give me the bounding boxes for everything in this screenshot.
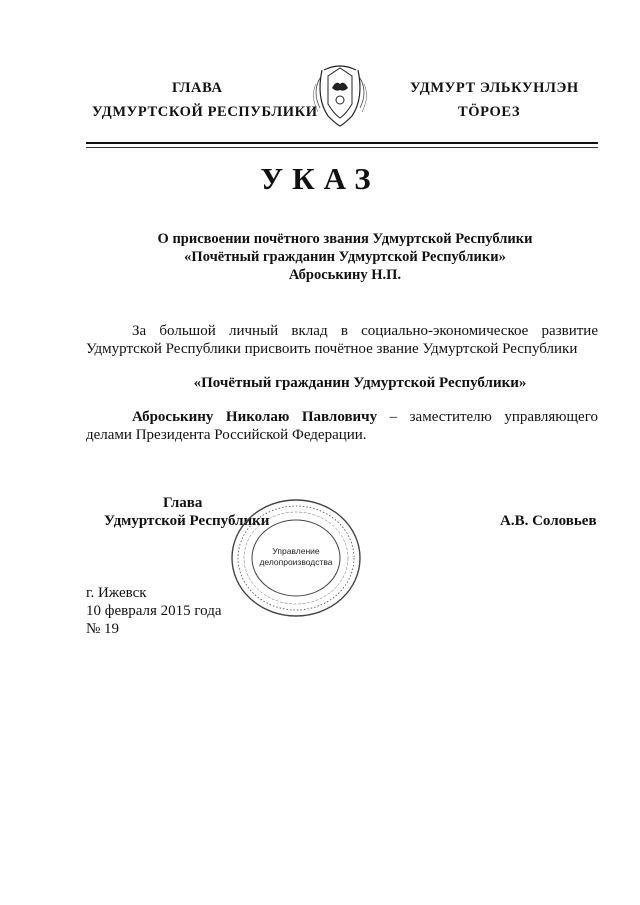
footer-city: г. Ижевск bbox=[86, 585, 147, 601]
header-right-line1: УДМУРТ ЭЛЬКУНЛЭН bbox=[410, 80, 579, 96]
header-rule-thin bbox=[86, 147, 598, 148]
header-left-line2: УДМУРТСКОЙ РЕСПУБЛИКИ bbox=[92, 104, 318, 120]
signature-title-line1: Глава bbox=[163, 495, 203, 511]
recipient-paragraph bbox=[86, 408, 598, 444]
signature-title-line2: Удмуртской Республики bbox=[104, 513, 270, 529]
subject-block bbox=[0, 230, 640, 284]
header-right-line2: ТӦРОЕЗ bbox=[458, 104, 521, 120]
footer-number: № 19 bbox=[86, 621, 120, 637]
recipient-name: Аброськину Николаю Павловичу bbox=[132, 409, 378, 425]
subject-line2: «Почётный гражданин Удмуртской Республики» bbox=[184, 249, 506, 265]
document-title: УКАЗ bbox=[260, 161, 380, 196]
subject-line1: О присвоении почётного звания Удмуртской Республики bbox=[157, 231, 533, 247]
stamp-center-line2: делопроизводства bbox=[259, 557, 333, 567]
stamp-center-line1: Управление bbox=[272, 546, 320, 556]
recipient-position: – заместителю управляющего делами Президента Российской Федерации. bbox=[86, 409, 598, 443]
signature-name: А.В. Соловьев bbox=[500, 513, 597, 529]
body-paragraph1: За большой личный вклад в социально-экономическое развитие Удмуртской Республики присвоить почётное звание Удмуртской Республики bbox=[86, 323, 598, 357]
coat-of-arms-emblem bbox=[300, 58, 380, 130]
header-rule-thick bbox=[86, 142, 598, 144]
header-left-line1: ГЛАВА bbox=[172, 80, 223, 96]
official-stamp bbox=[228, 494, 364, 622]
footer-date: 10 февраля 2015 года bbox=[86, 603, 222, 619]
award-title: «Почётный гражданин Удмуртской Республики» bbox=[193, 375, 527, 391]
subject-line3: Аброськину Н.П. bbox=[288, 267, 402, 283]
